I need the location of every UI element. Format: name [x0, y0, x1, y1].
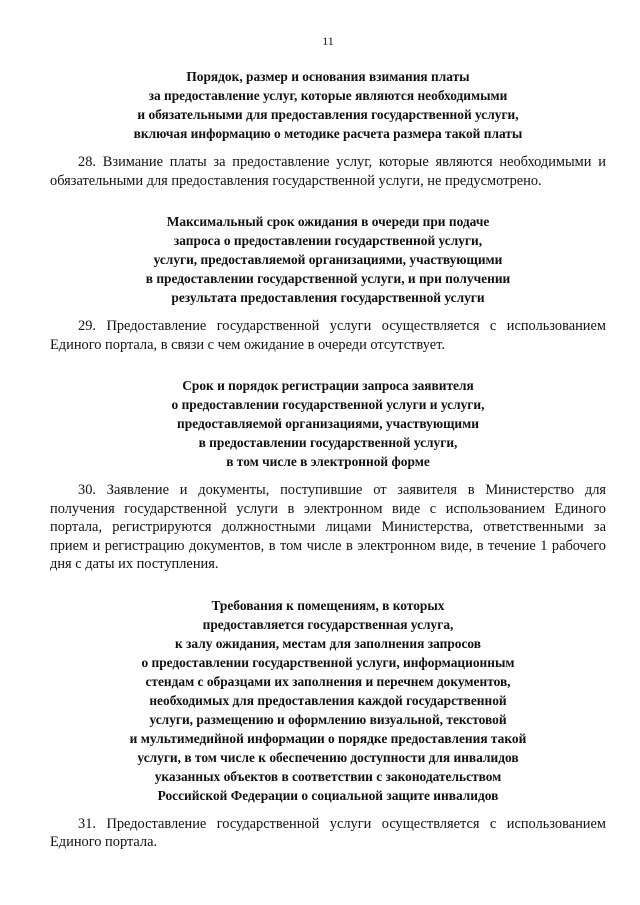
heading-line: услуги, в том числе к обеспечению доступности для инвалидов: [137, 749, 519, 765]
paragraph-30: 30. Заявление и документы, поступившие от заявителя в Министерство для получения государственной услуги в электронном виде с использованием Единого портала, регистрируются должностными лицами Министерства, ответственными за прием и регистрацию документов, в том числе в электронном виде, в течение 1 рабочего дня с даты их поступления.: [50, 482, 606, 572]
paragraph-29: 29. Предоставление государственной услуги осуществляется с использованием Единого портала, в связи с чем ожидание в очереди отсутствует.: [50, 318, 606, 353]
section-31: [50, 596, 606, 852]
heading-line: Срок и порядок регистрации запроса заявителя: [182, 378, 474, 393]
heading-line: услуги, предоставляемой организациями, участвующими: [153, 252, 503, 267]
heading-line: предоставляется государственная услуга,: [202, 616, 454, 632]
heading-line: Порядок, размер и основания взимания платы: [186, 69, 470, 84]
heading-line: Российской Федерации о социальной защите инвалидов: [157, 787, 499, 803]
heading-line: запроса о предоставлении государственной услуги,: [173, 233, 483, 248]
section-29: [50, 212, 606, 354]
heading-line: включая информацию о методике расчета размера такой платы: [133, 126, 523, 141]
section-30: [50, 376, 606, 574]
heading-line: результата предоставления государственной услуги: [171, 290, 485, 305]
heading-line: в предоставлении государственной услуги,: [198, 435, 458, 450]
heading-line: о предоставлении государственной услуги, информационным: [141, 654, 515, 670]
section-heading: [50, 596, 606, 805]
heading-line: Требования к помещениям, в которых: [211, 597, 445, 613]
heading-line: в предоставлении государственной услуги, и при получении: [145, 271, 511, 286]
section-heading: [50, 67, 606, 143]
page-number: 11: [322, 34, 334, 48]
heading-line: за предоставление услуг, которые являются необходимыми: [148, 88, 508, 103]
paragraph-28: 28. Взимание платы за предоставление услуг, которые являются необходимыми и обязательными для предоставления государственной услуги, не предусмотрено.: [50, 154, 606, 189]
paragraph-31: 31. Предоставление государственной услуги осуществляется с использованием Единого портала.: [50, 815, 606, 850]
heading-line: о предоставлении государственной услуги и услуги,: [171, 397, 485, 412]
heading-line: услуги, размещению и оформлению визуальной, текстовой: [149, 711, 507, 727]
heading-line: в том числе в электронной форме: [226, 454, 430, 469]
heading-line: указанных объектов в соответствии с законодательством: [154, 768, 502, 784]
section-28: [50, 67, 606, 190]
heading-line: к залу ожидания, местам для заполнения запросов: [174, 635, 482, 651]
heading-line: необходимых для предоставления каждой государственной: [149, 692, 507, 708]
heading-line: предоставляемой организациями, участвующими: [177, 416, 479, 431]
heading-line: и обязательными для предоставления государственной услуги,: [137, 107, 519, 122]
section-heading: [50, 212, 606, 307]
section-heading: [50, 376, 606, 471]
heading-line: Максимальный срок ожидания в очереди при подаче: [166, 214, 490, 229]
heading-line: и мультимедийной информации о порядке предоставления такой: [129, 730, 527, 746]
heading-line: стендам с образцами их заполнения и перечнем документов,: [145, 673, 511, 689]
